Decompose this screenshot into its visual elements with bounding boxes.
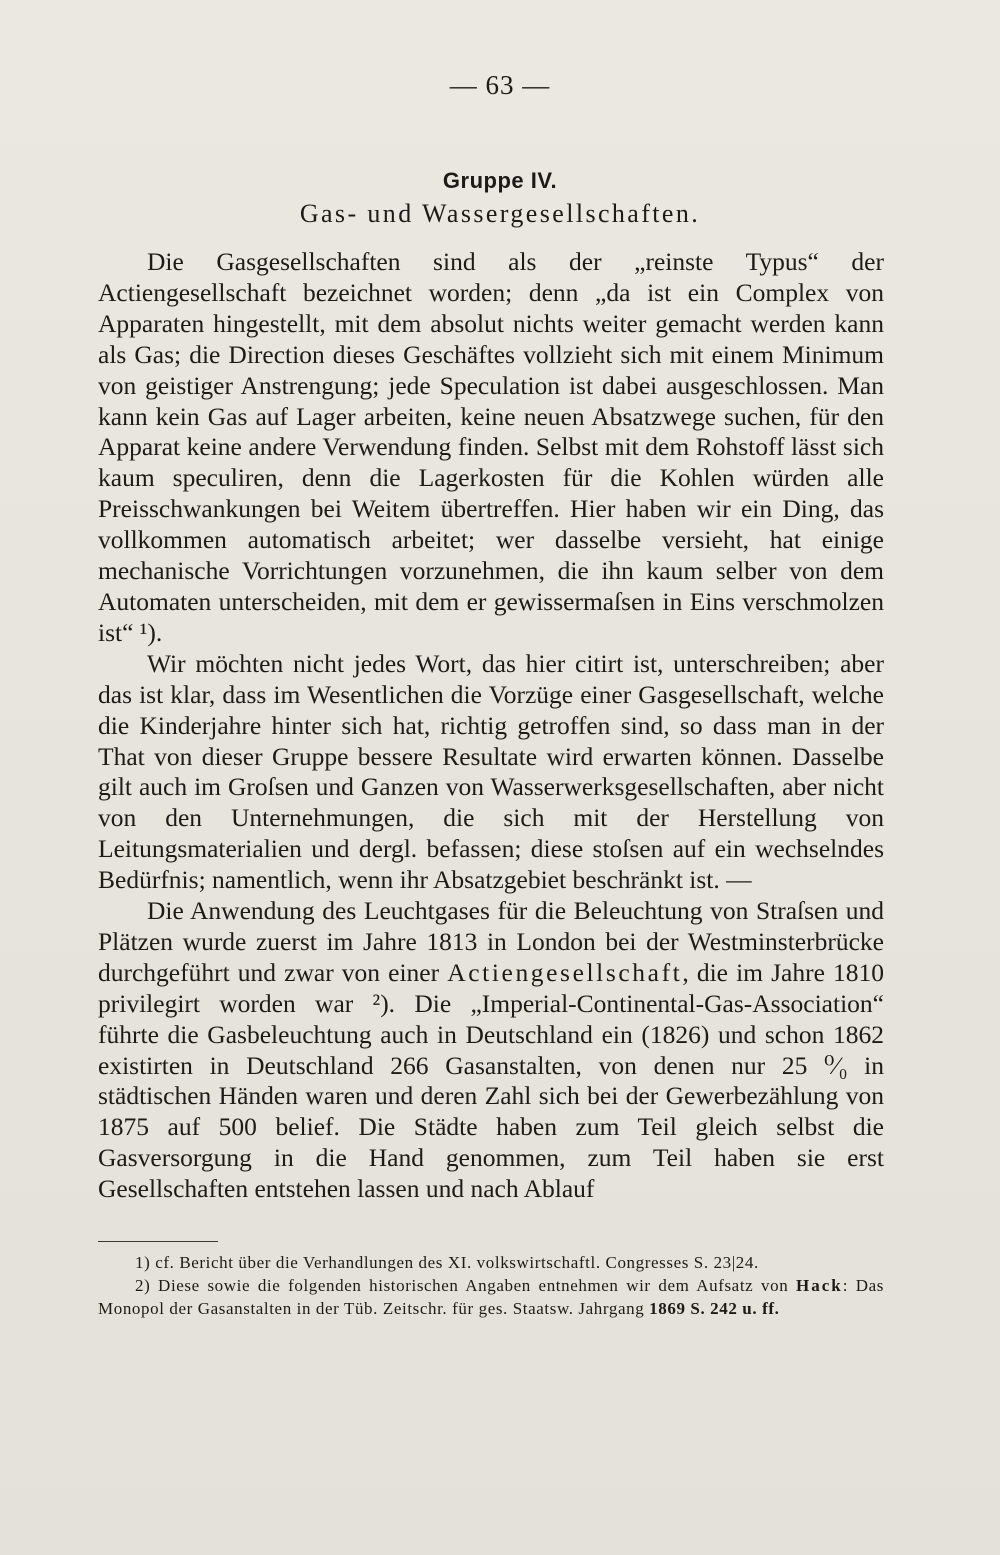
footnote-2-reference: 1869 S. 242 u. ff. [649,1298,780,1318]
footnote-2-author: Hack [796,1275,843,1295]
paragraph-1: Die Gasgesellschaften sind als der „reinste Typus“ der Actiengesellschaft bezeichnet worden; denn „da ist ein Complex von Apparaten hingestellt, mit dem absolut nichts weiter gemacht werden kann als Gas; die Direction dieses Geschäftes vollzieht sich mit einem Minimum von geistiger Anstrengung; jede Speculation ist dabei ausgeschlossen. Man kann kein Gas auf Lager arbeiten, keine neuen Absatzwege suchen, für den Apparat keine andere Verwendung finden. Selbst mit dem Rohstoff lässt sich kaum speculiren, denn die Lagerkosten für die Kohlen würden alle Preisschwankungen bei Weitem übertreffen. Hier haben wir ein Ding, das vollkommen automatisch arbeitet; wer dasselbe versieht, hat einige mechanische Vorrichtungen vorzunehmen, die ihn kaum selber von dem Automaten unterscheiden, mit dem er gewissermaſsen in Eins verschmolzen ist“ ¹). [98,247,884,647]
page-number: — 63 — [449,70,551,100]
footnote-divider [98,1241,218,1242]
footnotes [98,1252,884,1320]
paragraph-3-end: , die im Jahre 1810 privilegirt worden war ²). Die „Imperial-Continental-Gas-Association“ führte die Gasbeleuchtung auch in Deutschland ein (1826) und schon 1862 existirten in Deutschland 266 Gasanstalten, von denen nur 25 ⁰⁄₀ in städtischen Händen waren und deren Zahl sich bei der Gewerbezählung von 1875 auf 500 belief. Die Städte haben zum Teil gleich selbst die Gasversorgung in die Hand genommen, zum Teil haben sie erst Gesellschaften entstehen lassen und nach Ablauf [98,957,885,1204]
emphasized-term: Actiengesellschaft [447,957,683,987]
footnote-2-text: 2) Diese sowie die folgenden historischen Angaben entnehmen wir dem Aufsatz von [135,1275,796,1295]
section-title: Gas- und Wassergesellschaften. [299,199,701,228]
paragraph-2: Wir möchten nicht jedes Wort, das hier citirt ist, unterschreiben; aber das ist klar, dass im Wesentlichen die Vorzüge einer Gasgesellschaft, welche die Kinderjahre hinter sich hat, richtig getroffen sind, so dass man in der That von dieser Gruppe bessere Resultate wird erwarten können. Dasselbe gilt auch im Groſsen und Ganzen von Wasserwerksgesellschaften, aber nicht von den Unternehmungen, die sich mit der Herstellung von Leitungsmaterialien und dergl. befassen; diese stoſsen auf ein wechselndes Bedürfnis; namentlich, wenn ihr Absatzgebiet beschränkt ist. — [98,648,884,895]
section-group-heading: Gruppe IV. [442,168,558,193]
footnote-1: 1) cf. Bericht über die Verhandlungen des XI. volkswirtschaftl. Congresses S. 23|24. [135,1253,759,1272]
paragraph-3-start: Die Anwendung des Leuchtgases für die Beleuchtung von Straſsen und Plätzen wurde zuerst im Jahre 1813 in London bei der Westminsterbrücke durchgeführt und zwar von einer [98,896,884,987]
footnote-2 [98,1275,884,1321]
footnote-2-source: : Das Monopol der Gasanstalten in der Tüb. Zeitschr. für ges. Staatsw. Jahrgang [98,1275,884,1318]
body-text [98,247,884,1205]
paragraph-3 [98,896,884,1205]
